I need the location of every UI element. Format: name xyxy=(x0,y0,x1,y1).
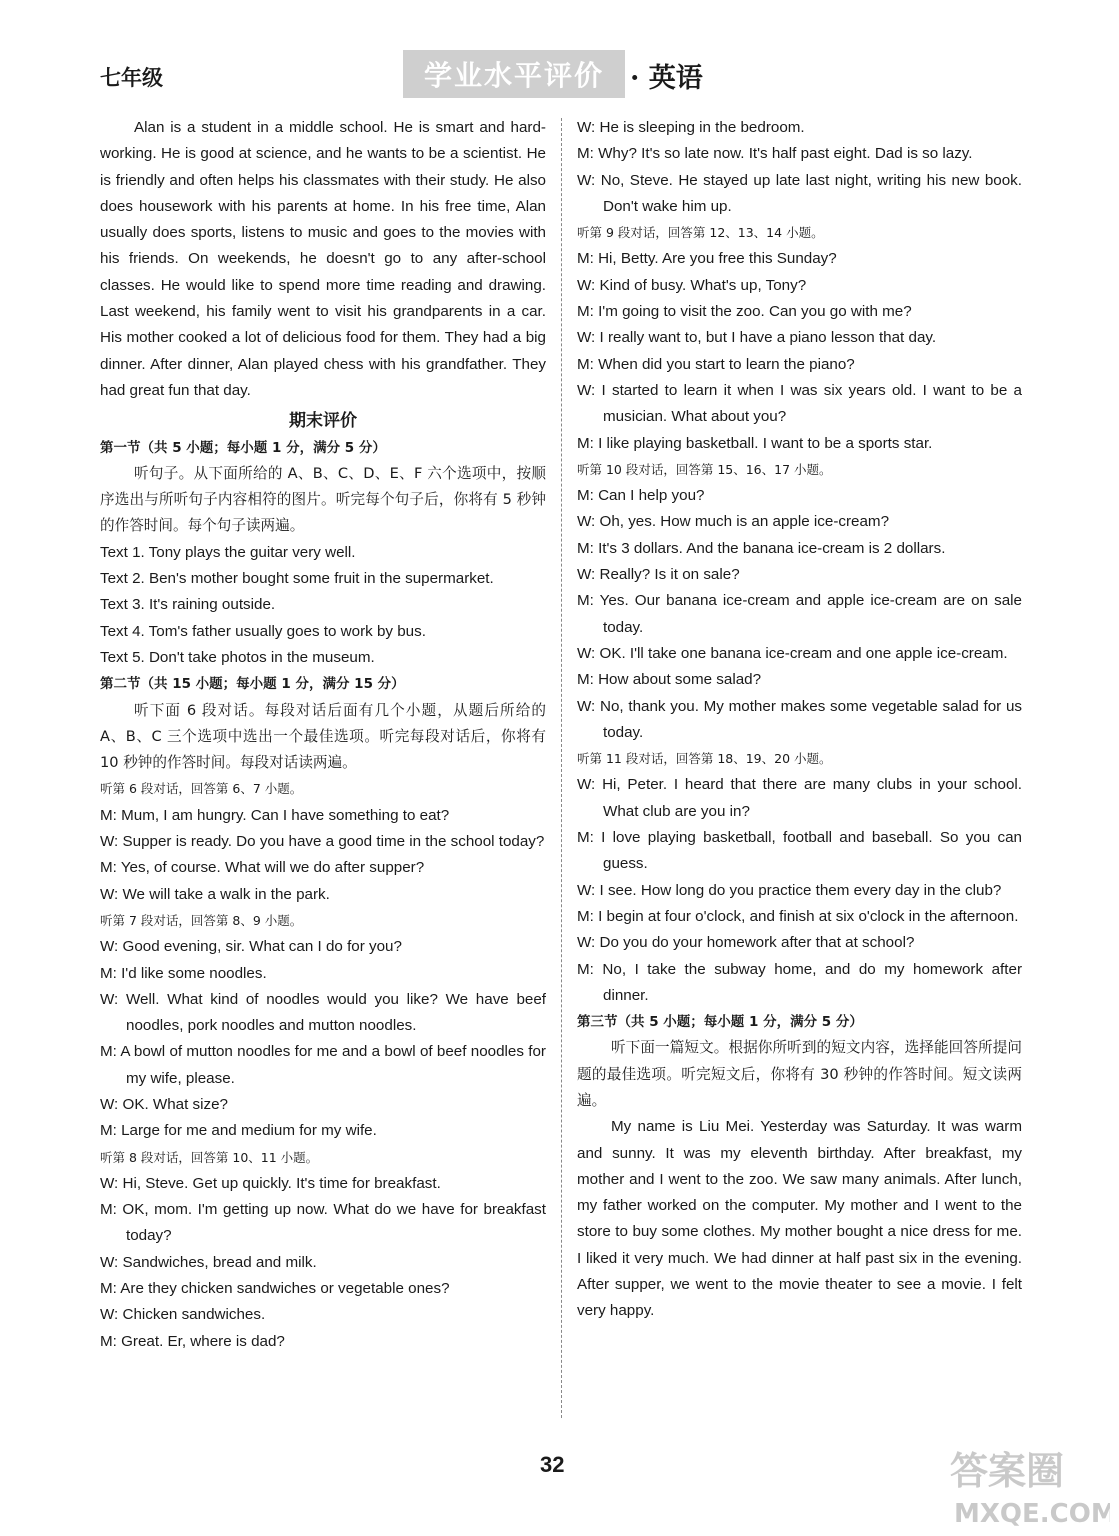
listening-passage: My name is Liu Mei. Yesterday was Saturday. It was warm and sunny. It was my eleventh birthday. After breakfast, my mother and I went to the zoo. We saw many animals. After lunch, my father worked on the computer. My mother and I went to the store to buy some clothes. My mother bought a nice dress for me. I liked it very much. We had dinner at half past six in the evening. After supper, we went to the movie theater to see a movie. I felt very happy. xyxy=(577,1118,1022,1320)
right-column xyxy=(577,115,1022,1325)
text-item: Text 3. It's raining outside. xyxy=(100,596,276,614)
dialogue-line: W: No, Steve. He stayed up late last night, writing his new book. Don't wake him up. xyxy=(577,171,1022,215)
subject-label: · 英语 xyxy=(630,63,703,94)
dialogue-line: M: Large for me and medium for my wife. xyxy=(100,1122,377,1140)
dialogue-line: W: Oh, yes. How much is an apple ice-cream? xyxy=(577,513,890,531)
dialogue-line: M: Great. Er, where is dad? xyxy=(100,1332,285,1350)
text-item: Text 1. Tony plays the guitar very well. xyxy=(100,543,356,561)
section-2-instructions: 听下面 6 段对话。每段对话后面有几个小题，从题后所给的 A、B、C 三个选项中选出一个最佳选项。听完每段对话后，你将有 10 秒钟的作答时间。每段对话读两遍。 xyxy=(100,701,546,772)
dialogue-line: W: Really? Is it on sale? xyxy=(577,566,740,584)
section-3-heading: 第三节（共 5 小题；每小题 1 分，满分 5 分） xyxy=(577,1014,863,1031)
dialogue-line: M: Mum, I am hungry. Can I have something to eat? xyxy=(100,806,450,824)
text-item: Text 2. Ben's mother bought some fruit in the supermarket. xyxy=(100,570,494,588)
dialogue-line: W: Hi, Peter. I heard that there are many clubs in your school. What club are you in? xyxy=(577,776,1022,820)
dialogue-line: M: How about some salad? xyxy=(577,671,762,689)
dialogue-6-heading: 听第 6 段对话，回答第 6、7 小题。 xyxy=(100,781,303,797)
dialogue-line: W: Kind of busy. What's up, Tony? xyxy=(577,276,807,294)
dialogue-line: W: Well. What kind of noodles would you like? We have beef noodles, pork noodles and mutton noodles. xyxy=(100,990,546,1035)
left-column xyxy=(100,115,546,1355)
dialogue-line: W: Good evening, sir. What can I do for you? xyxy=(100,938,402,956)
exam-title: 期末评价 xyxy=(289,411,357,432)
dialogue-line: M: OK, mom. I'm getting up now. What do we have for breakfast today? xyxy=(100,1201,546,1245)
dialogue-line: W: OK. What size? xyxy=(100,1095,229,1113)
dialogue-line: M: I begin at four o'clock, and finish at six o'clock in the afternoon. xyxy=(577,907,1019,925)
dialogue-line: W: Hi, Steve. Get up quickly. It's time for breakfast. xyxy=(100,1174,441,1192)
dialogue-line: W: He is sleeping in the bedroom. xyxy=(577,119,805,136)
watermark-bottom-text: MXQE.COM xyxy=(954,1499,1110,1529)
page-number: 32 xyxy=(540,1452,565,1477)
dialogue-line: M: Why? It's so late now. It's half past eight. Dad is so lazy. xyxy=(577,145,973,163)
dialogue-line: M: Are they chicken sandwiches or vegetable ones? xyxy=(100,1280,450,1298)
dialogue-line: W: I really want to, but I have a piano lesson that day. xyxy=(577,329,937,347)
dialogue-line: W: Supper is ready. Do you have a good time in the school today? xyxy=(100,833,545,851)
dialogue-line: W: Do you do your homework after that at school? xyxy=(577,934,915,952)
dialogue-line: W: I started to learn it when I was six years old. I want to be a musician. What about you? xyxy=(577,381,1022,426)
dialogue-line: M: I love playing basketball, football and baseball. So you can guess. xyxy=(577,829,1022,873)
dialogue-line: M: It's 3 dollars. And the banana ice-cream is 2 dollars. xyxy=(577,539,946,557)
reading-passage: Alan is a student in a middle school. He is smart and hard-working. He is good at science, and he wants to be a scientist. He is friendly and often helps his classmates with their study. He also does housework with his parents at home. In his free time, Alan usually does sports, listens to music and goes to the movies with his friends. On weekends, he doesn't go to any after-school classes. He would like to spend more time reading and drawing. Last weekend, his family went to visit his grandparents in a car. His mother cooked a lot of delicious food for them. They had a big dinner. After dinner, Alan played chess with his grandfather. They had great fun that day. xyxy=(100,119,546,399)
text-item: Text 5. Don't take photos in the museum. xyxy=(100,648,375,666)
grade-label: 七年级 xyxy=(100,65,163,90)
dialogue-9-heading: 听第 9 段对话，回答第 12、13、14 小题。 xyxy=(577,225,824,241)
dialogue-line: M: No, I take the subway home, and do my homework after dinner. xyxy=(577,960,1022,1004)
dialogue-11-heading: 听第 11 段对话，回答第 18、19、20 小题。 xyxy=(577,751,832,767)
dialogue-line: W: I see. How long do you practice them every day in the club? xyxy=(577,881,1002,899)
watermark-top-text: 答案圈 xyxy=(950,1449,1065,1493)
dialogue-line: M: I'm going to visit the zoo. Can you go with me? xyxy=(577,303,912,321)
section-3-instructions: 听下面一篇短文。根据你所听到的短文内容，选择能回答所提问题的最佳选项。听完短文后，你将有 30 秒钟的作答时间。短文读两遍。 xyxy=(577,1039,1022,1109)
dialogue-line: M: Can I help you? xyxy=(577,487,705,505)
dialogue-line: W: No, thank you. My mother makes some vegetable salad for us today. xyxy=(577,697,1022,741)
section-1-instructions: 听句子。从下面所给的 A、B、C、D、E、F 六个选项中，按顺序选出与所听句子内容相符的图片。听完每个句子后，你将有 5 秒钟的作答时间。每个句子读两遍。 xyxy=(100,464,546,535)
text-item: Text 4. Tom's father usually goes to work by bus. xyxy=(100,622,426,640)
dialogue-line: M: I like playing basketball. I want to be a sports star. xyxy=(577,434,933,452)
dialogue-line: M: Hi, Betty. Are you free this Sunday? xyxy=(577,250,837,268)
column-divider xyxy=(561,118,562,1418)
dialogue-line: M: Yes, of course. What will we do after supper? xyxy=(100,859,425,877)
header-banner: 学业水平评价 xyxy=(403,50,625,98)
text-list xyxy=(100,540,546,671)
dialogue-line: M: A bowl of mutton noodles for me and a bowl of beef noodles for my wife, please. xyxy=(100,1043,546,1087)
dialogue-line: W: OK. I'll take one banana ice-cream and one apple ice-cream. xyxy=(577,644,1008,662)
dialogue-line: M: When did you start to learn the piano? xyxy=(577,355,855,373)
dialogue-8-heading: 听第 8 段对话，回答第 10、11 小题。 xyxy=(100,1149,319,1165)
dialogue-line: W: Sandwiches, bread and milk. xyxy=(100,1253,317,1271)
watermark-graphic xyxy=(950,1440,1110,1530)
watermark-logo xyxy=(950,1440,1110,1530)
dialogue-line: W: Chicken sandwiches. xyxy=(100,1306,266,1324)
dialogue-line: M: I'd like some noodles. xyxy=(100,964,267,982)
dialogue-10-heading: 听第 10 段对话，回答第 15、16、17 小题。 xyxy=(577,461,832,477)
section-2-heading: 第二节（共 15 小题；每小题 1 分，满分 15 分） xyxy=(100,676,405,693)
section-1-heading: 第一节（共 5 小题；每小题 1 分，满分 5 分） xyxy=(100,439,386,456)
dialogue-line: W: We will take a walk in the park. xyxy=(100,885,330,903)
dialogue-7-heading: 听第 7 段对话，回答第 8、9 小题。 xyxy=(100,912,303,928)
dialogue-line: M: Yes. Our banana ice-cream and apple ice-cream are on sale today. xyxy=(577,592,1022,636)
